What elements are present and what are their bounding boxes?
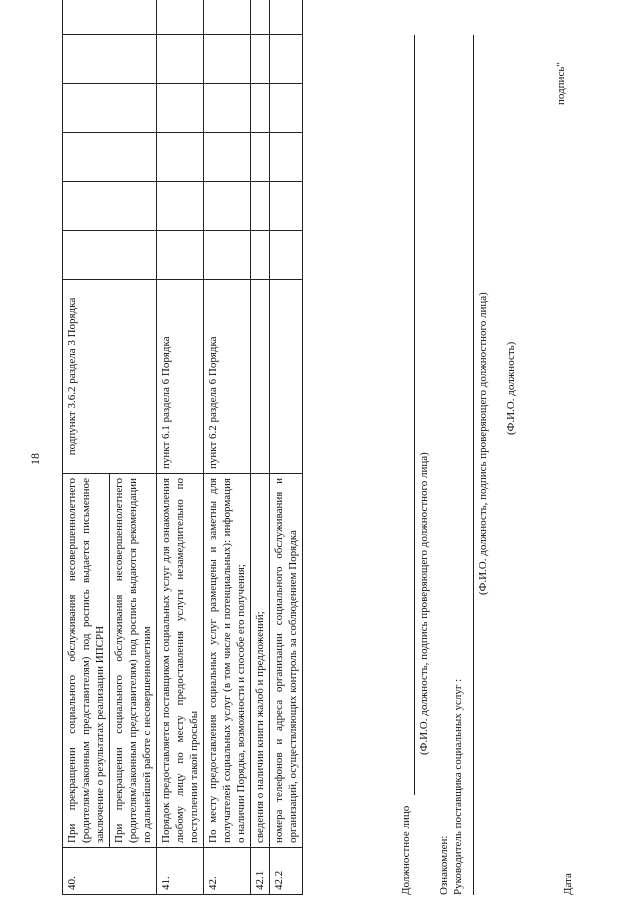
blank-cell (251, 35, 270, 84)
row-text: сведения о наличии книги жалоб и предложений; (251, 474, 270, 848)
blank-cell (251, 231, 270, 280)
checklist-table (62, 0, 303, 895)
blank-cell (157, 0, 204, 35)
row-reference (270, 280, 303, 474)
row-reference: пункт 6.2 раздела 6 Порядка (204, 280, 251, 474)
blank-cell (270, 182, 303, 231)
blank-cell (204, 84, 251, 133)
table-row (251, 0, 270, 895)
blank-cell (63, 182, 157, 231)
blank-cell (251, 133, 270, 182)
table-row (63, 0, 157, 895)
official-caption: (Ф.И.О. должность, подпись проверяющего должностного лица) (418, 452, 430, 755)
blank-cell (270, 231, 303, 280)
table-row (157, 0, 204, 895)
blank-cell (270, 133, 303, 182)
blank-cell (270, 35, 303, 84)
provider-caption: (Ф.И.О. должность, подпись проверяющего должностного лица) (477, 292, 489, 595)
blank-cell (251, 182, 270, 231)
row-text-line: При прекращении социального обслуживания несовершеннолетнего (родителям/законным представителям) под роспись выдаются рекомендации по дальнейшей работе с несовершеннолетним (109, 474, 154, 847)
blank-cell (157, 133, 204, 182)
blank-cell (251, 0, 270, 35)
blank-cell (270, 84, 303, 133)
blank-cell (63, 231, 157, 280)
blank-cell (63, 0, 157, 35)
date-label: Дата (562, 873, 574, 895)
row-number: 42.1 (251, 848, 270, 895)
table-row (270, 0, 303, 895)
row-number: 40. (63, 848, 157, 895)
provider-head-label: Руководитель поставщика социальных услуг : (452, 678, 464, 895)
row-text: По месту предоставления социальных услуг размещены и заметны для получателей социальных услуг (в том числе и потенциальных): информация о наличии Порядка, возможности и способе его получения; (204, 474, 251, 848)
page-number: 18 (28, 453, 42, 465)
blank-cell (63, 84, 157, 133)
blank-cell (157, 182, 204, 231)
official-label: Должностное лицо (400, 805, 412, 895)
row-text: номера телефонов и адреса организации социального обслуживания и организаций, осуществляющих контроль за соблюдением Порядка (270, 474, 303, 848)
blank-cell (204, 133, 251, 182)
blank-cell (204, 231, 251, 280)
blank-cell (204, 0, 251, 35)
row-reference: подпункт 3.6.2 раздела 3 Порядка (63, 280, 157, 474)
table-row (204, 0, 251, 895)
blank-cell (157, 84, 204, 133)
row-text: Порядок предоставляется поставщиком социальных услуг для ознакомления любому лицу по месту предоставления услуги незамедлительно по поступлении такой просьбы (157, 474, 204, 848)
official-signature-line (414, 35, 415, 795)
blank-cell (204, 35, 251, 84)
row-text-line: При прекращении социального обслуживания несовершеннолетнего (родителям/законным представителям) под роспись выдается письменное заключение о результатах реализации ИПСРН (66, 478, 106, 843)
provider-signature-line (473, 35, 474, 895)
blank-cell (251, 84, 270, 133)
row-reference (251, 280, 270, 474)
fio-caption: (Ф.И.О. должность) (505, 341, 517, 435)
blank-cell (157, 231, 204, 280)
row-number: 41. (157, 848, 204, 895)
blank-cell (157, 35, 204, 84)
blank-cell (63, 35, 157, 84)
acquainted-label: Ознакомлен: (438, 835, 450, 895)
blank-cell (204, 182, 251, 231)
signature-label: подпись" (555, 62, 567, 105)
row-number: 42. (204, 848, 251, 895)
blank-cell (270, 0, 303, 35)
row-number: 42.2 (270, 848, 303, 895)
row-text (63, 474, 157, 848)
blank-cell (63, 133, 157, 182)
row-reference: пункт 6.1 раздела 6 Порядка (157, 280, 204, 474)
